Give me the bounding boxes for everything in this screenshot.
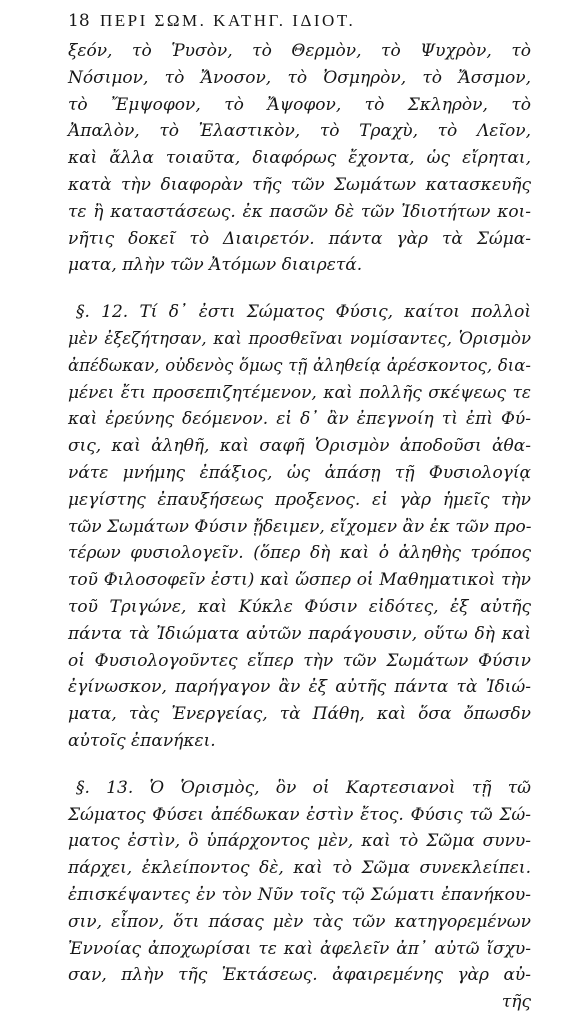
paragraph-spacer bbox=[68, 755, 531, 775]
text-line: Σώματος Φύσει ἀπέδωκαν ἐστὶν ἔτος. Φύσις τῶ Σώ- bbox=[68, 804, 531, 825]
text-line: Ἀπαλὸν, τὸ Ἐλαστικὸν, τὸ Τραχὺ, τὸ Λεῖον, bbox=[68, 121, 531, 142]
text-line: σιν, εἶπον, ὅτι πάσας μὲν τὰς τῶν κατηγορεμένων bbox=[68, 911, 531, 932]
text-line: ξεόν, τὸ Ῥυσὸν, τὸ Θερμὸν, τὸ Ψυχρὸν, τὸ bbox=[68, 41, 531, 61]
text-line: ἐγίνωσκον, παρήγαγον ἂν ἐξ αὐτῆς πάντα τὰ Ἰδιώ- bbox=[68, 677, 531, 698]
paragraph-spacer bbox=[68, 279, 531, 299]
text-line: νῆτις δοκεῖ τὸ Διαιρετόν. πάντα γὰρ τὰ Σώμα- bbox=[68, 228, 531, 249]
text-line: οἱ Φυσιολογοῦντες εἴπερ τὴν τῶν Σωμάτων Φύσιν bbox=[68, 650, 531, 671]
text-line: τῶν Σωμάτων Φύσιν ᾔδειμεν, εἴχομεν ἂν ἐκ τῶν προ- bbox=[68, 516, 532, 537]
catchword: τῆς bbox=[501, 992, 531, 1013]
paragraph-section-12 bbox=[68, 299, 531, 755]
text-line: τε ἢ καταστάσεως. ἐκ πασῶν δὲ τῶν Ἰδιοτήτων κοι- bbox=[68, 201, 531, 222]
section-heading-line: §. 12. Τί δ᾽ ἐστι Σώματος Φύσις, καίτοι πολλοὶ bbox=[76, 302, 531, 323]
text-line: τοῦ Τριγώνε, καὶ Κύκλε Φύσιν εἰδότες, ἐξ αὐτῆς bbox=[68, 596, 531, 617]
text-line: σις, καὶ ἀληθῆ, καὶ σαφῆ Ὁρισμὸν ἀποδοῦσι ἀθα- bbox=[68, 436, 531, 457]
text-line: καὶ ἐρεύνης δεόμενον. εἰ δ᾽ ἂν ἐπεγνοίη τὶ ἐπὶ Φύ- bbox=[68, 409, 531, 430]
section-heading-line: §. 13. Ὁ Ὁρισμὸς, ὃν οἱ Καρτεσιανοὶ τῇ τῶ bbox=[76, 777, 531, 798]
page-number: 18 bbox=[68, 11, 90, 31]
running-head bbox=[68, 6, 531, 38]
text-line: ἀπέδωκαν, οὐδενὸς ὅμως τῇ ἀληθείᾳ ἀρέσκοντος, δια- bbox=[68, 355, 531, 375]
text-line: ἐπισκέψαντες ἐν τὸν Νῦν τοῖς τῷ Σώματι ἐπανήκου- bbox=[68, 884, 531, 905]
text-line: νάτε μνήμης ἐπάξιος, ὡς ἁπάσῃ τῇ Φυσιολογίᾳ bbox=[68, 462, 531, 483]
paragraph-section-13 bbox=[68, 775, 531, 1016]
paragraph-1 bbox=[68, 38, 531, 279]
text-line: ματος ἐστὶν, ὃ ὑπάρχοντος μὲν, καὶ τὸ Σῶμα συνυ- bbox=[68, 831, 531, 852]
text-line: κατὰ τὴν διαφορὰν τῆς τῶν Σωμάτων κατασκευῆς bbox=[68, 174, 531, 195]
text-line: Ἐννοίας ἀποχωρίσαι τε καὶ ἀφελεῖν ἀπ᾽ αὐτῶ ἴσχυ- bbox=[68, 938, 531, 959]
text-line: τοῦ Φιλοσοφεῖν ἐστι) καὶ ὥσπερ οἱ Μαθηματικοὶ τὴν bbox=[68, 570, 531, 591]
text-line: ματα, πλὴν τῶν Ἀτόμων διαιρετά. bbox=[68, 255, 363, 276]
body-text bbox=[68, 38, 531, 1016]
text-line: ματα, τὰς Ἐνεργείας, τὰ Πάθη, καὶ ὅσα ὄπωσδν bbox=[68, 704, 531, 725]
text-line: πάντα τὰ Ἰδιώματα αὐτῶν παράγουσιν, οὕτω δὴ καὶ bbox=[68, 623, 531, 644]
text-line: Νόσιμον, τὸ Ἄνοσον, τὸ Ὀσμηρὸν, τὸ Ἄσσμον, bbox=[68, 67, 531, 88]
text-line: μεγίστης ἐπαυξήσεως προξενος. εἰ γὰρ ἡμεῖς τὴν bbox=[68, 489, 531, 510]
text-line: τέρων φυσιολογεῖν. (ὅπερ δὴ καὶ ὁ ἀληθὴς τρόπος bbox=[68, 543, 531, 564]
text-line: πάρχει, ἐκλείποντος δὲ, καὶ τὸ Σῶμα συνεκλείπει. bbox=[68, 858, 531, 879]
text-line: σαν, πλὴν τῆς Ἐκτάσεως. ἀφαιρεμένης γὰρ αὐ- bbox=[68, 965, 531, 986]
text-line: μὲν ἐξεζήτησαν, καὶ προσθεῖναι νομίσαντες, Ὁρισμὸν bbox=[68, 328, 531, 348]
text-line: καὶ ἄλλα τοιαῦτα, διαφόρως ἔχοντα, ὡς εἴρηται, bbox=[68, 148, 531, 169]
text-line: μένει ἔτι προσεπιζητέμενον, καὶ πολλῆς σκέψεως τε bbox=[68, 382, 531, 403]
text-line: αὐτοῖς ἐπανήκει. bbox=[68, 730, 216, 751]
text-line: τὸ Ἔμψοφον, τὸ Ἄψοφον, τὸ Σκληρὸν, τὸ bbox=[68, 94, 531, 115]
running-head-title: ΠΕΡΙ ΣΩΜ. ΚΑΤΗΓ. ΙΔΙΟΤ. bbox=[100, 11, 356, 30]
